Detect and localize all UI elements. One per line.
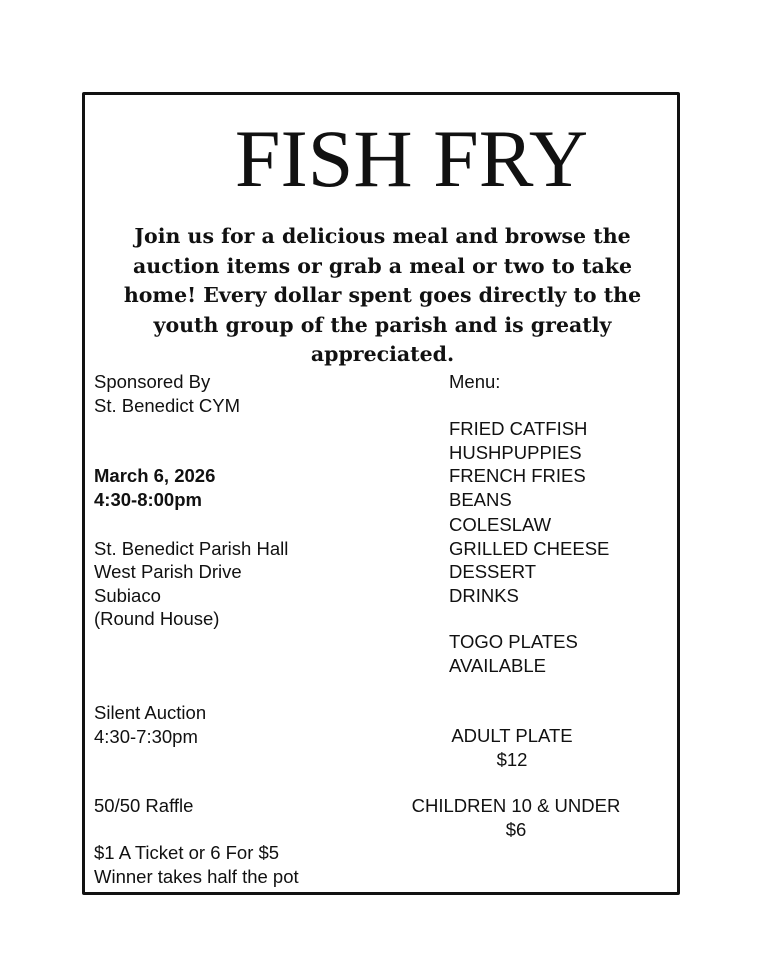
menu-item: DESSERT: [449, 561, 537, 582]
location-line: (Round House): [94, 608, 220, 629]
menu-item: FRIED CATFISH: [449, 418, 588, 439]
menu-item: FRENCH FRIES: [449, 465, 586, 486]
raffle-note: Winner takes half the pot: [94, 866, 299, 887]
flyer-title: FISH FRY: [234, 113, 589, 204]
menu-item: HUSHPUPPIES: [449, 442, 582, 463]
auction-label: Silent Auction: [94, 702, 207, 723]
sponsor-heading: Sponsored By: [94, 371, 211, 392]
sponsor-name: St. Benedict CYM: [94, 395, 241, 416]
menu-item: COLESLAW: [449, 514, 552, 535]
location-line: West Parish Drive: [94, 561, 242, 582]
raffle-price: $1 A Ticket or 6 For $5: [94, 842, 280, 863]
event-date: March 6, 2026: [94, 465, 216, 486]
intro-paragraph: Join us for a delicious meal and browse the auction items or grab a meal or two to take home! Every dollar spent goes directly to the youth group of the parish and is greatly appreciated.: [123, 224, 642, 366]
auction-time: 4:30-7:30pm: [94, 726, 198, 747]
adult-plate-label: ADULT PLATE: [451, 725, 573, 746]
menu-item: BEANS: [449, 489, 512, 510]
children-plate-label: CHILDREN 10 & UNDER: [411, 795, 621, 816]
menu-item: DRINKS: [449, 585, 519, 606]
menu-heading: Menu:: [449, 371, 501, 392]
location-line: Subiaco: [94, 585, 161, 606]
togo-line: AVAILABLE: [449, 655, 547, 676]
raffle-label: 50/50 Raffle: [94, 795, 194, 816]
menu-item: GRILLED CHEESE: [449, 538, 610, 559]
location-line: St. Benedict Parish Hall: [94, 538, 289, 559]
children-plate-price: $6: [505, 819, 527, 840]
adult-plate-price: $12: [496, 749, 528, 770]
event-time: 4:30-8:00pm: [94, 489, 202, 510]
togo-line: TOGO PLATES: [449, 631, 578, 652]
